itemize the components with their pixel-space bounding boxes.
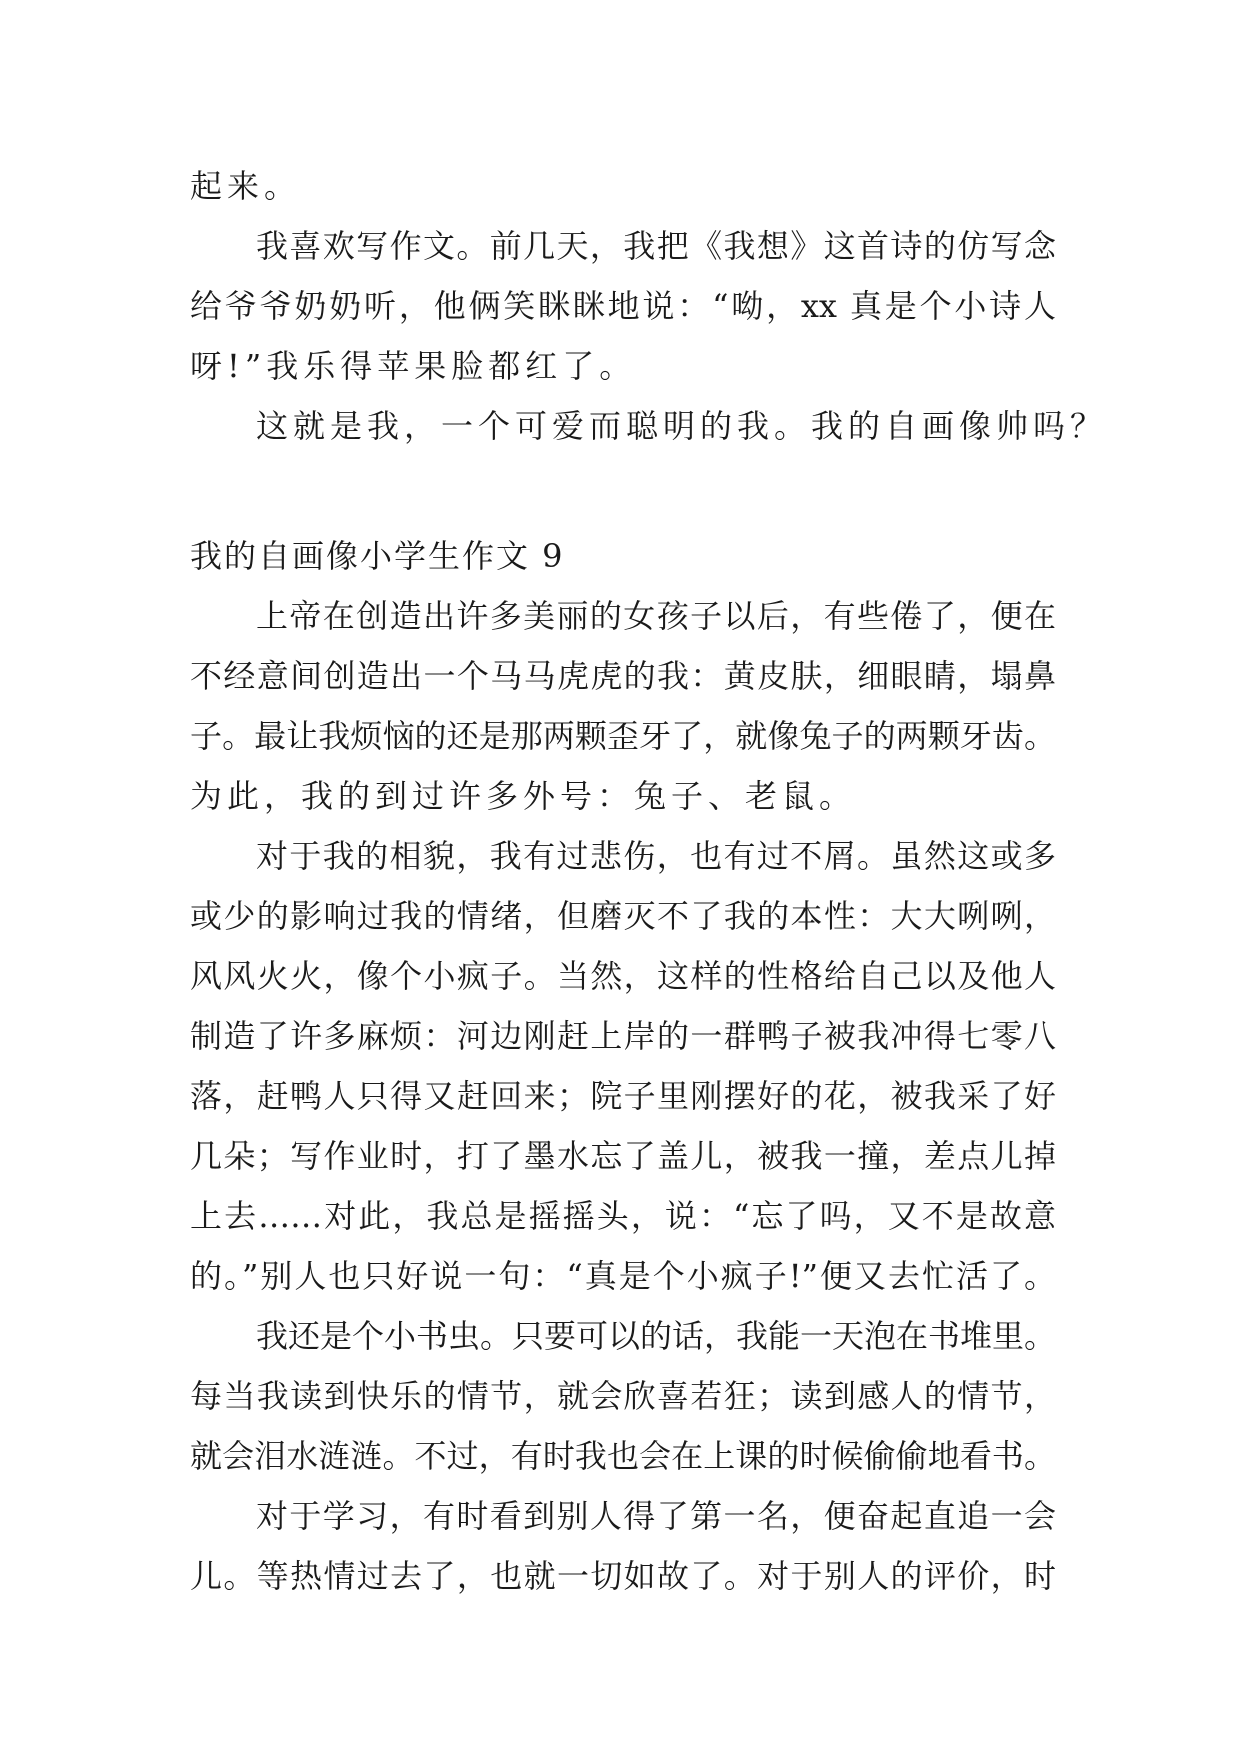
document-body [190,156,1108,1606]
paragraph-first-line: 对于学习，有时看到别人得了第一名，便奋起直追一会 [256,1497,1056,1535]
paragraph-first-line: 这就是我，一个可爱而聪明的我。我的自画像帅吗？ [256,407,1108,445]
text-line: 起来。 [190,167,302,205]
text-line: 制造了许多麻烦：河边刚赶上岸的一群鸭子被我冲得七零八 [190,1017,1056,1055]
paragraph-first-line: 上帝在创造出许多美丽的女孩子以后，有些倦了，便在 [256,597,1056,635]
paragraph-first-line: 对于我的相貌，我有过悲伤，也有过不屑。虽然这或多 [256,837,1056,875]
text-line: 就会泪水涟涟。不过，有时我也会在上课的时候偷偷地看书。 [190,1437,1056,1475]
text-line: 儿。等热情过去了，也就一切如故了。对于别人的评价，时 [190,1557,1056,1595]
text-line: 几朵；写作业时，打了墨水忘了盖儿，被我一撞，差点儿掉 [190,1137,1056,1175]
text-line: 呀!”我乐得苹果脸都红了。 [190,347,637,385]
text-line: 或少的影响过我的情绪，但磨灭不了我的本性：大大咧咧， [190,897,1056,935]
text-line: 的。”别人也只好说一句：“真是个小疯子!”便又去忙活了。 [190,1257,1056,1295]
text-line: 每当我读到快乐的情节，就会欣喜若狂；读到感人的情节， [190,1377,1056,1415]
text-line: 不经意间创造出一个马马虎虎的我：黄皮肤，细眼睛，塌鼻 [190,657,1056,695]
text-line: 落，赶鸭人只得又赶回来；院子里刚摆好的花，被我采了好 [190,1077,1056,1115]
essay-heading: 我的自画像小学生作文 9 [190,537,565,575]
text-line: 上去……对此，我总是摇摇头，说：“忘了吗，又不是故意 [190,1197,1056,1235]
paragraph-first-line: 我还是个小书虫。只要可以的话，我能一天泡在书堆里。 [256,1317,1057,1355]
text-line: 子。最让我烦恼的还是那两颗歪牙了，就像兔子的两颗牙齿。 [190,717,1056,755]
text-line: 给爷爷奶奶听，他俩笑眯眯地说：“呦，xx 真是个小诗人 [190,287,1056,325]
section-spacer [190,456,1056,526]
paragraph-first-line: 我喜欢写作文。前几天，我把《我想》这首诗的仿写念 [256,227,1056,265]
text-line: 风风火火，像个小疯子。当然，这样的性格给自己以及他人 [190,957,1056,995]
text-line: 为此，我的到过许多外号：兔子、老鼠。 [190,777,857,815]
